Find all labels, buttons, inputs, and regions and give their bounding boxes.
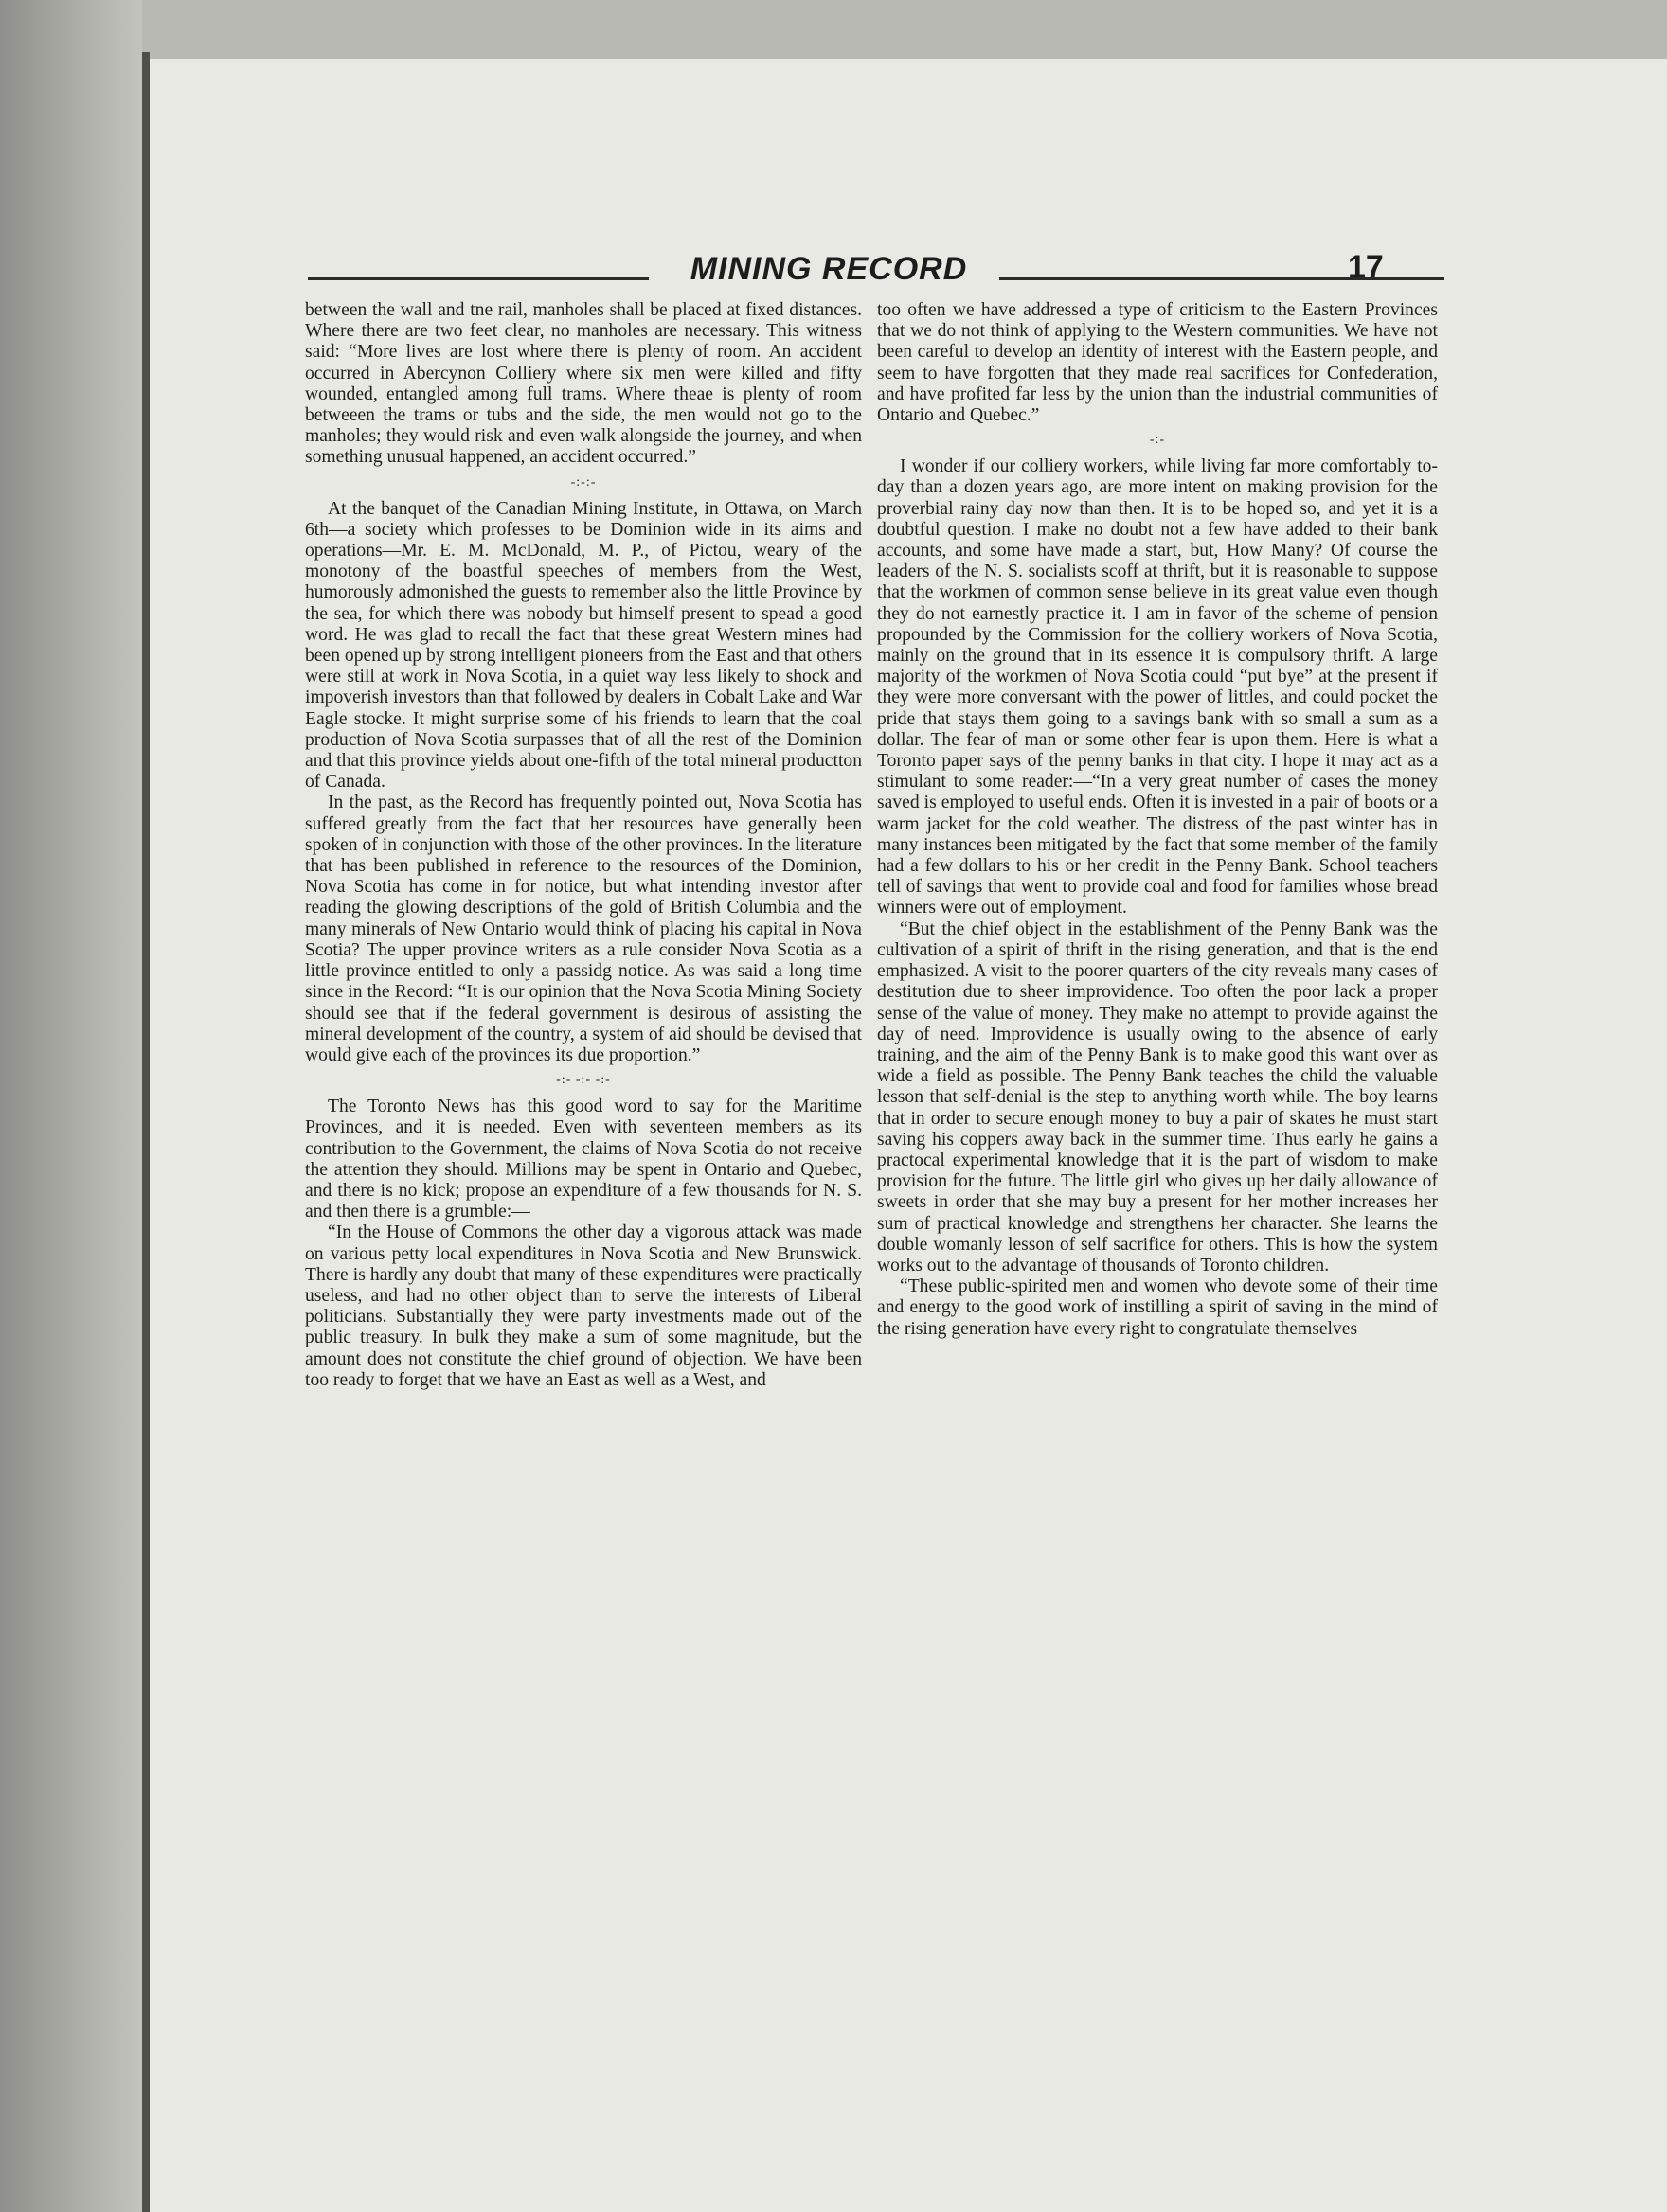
- paragraph-colliery-workers: I wonder if our colliery workers, while living far more comfortably to-day than a dozen years ago, are more intent on making provision for the proverbial rainy day now than then. It is to be hoped so, and yet it is a doubtful question. I make no doubt not a few have added to their bank accounts, and some have made a start, but, How Many? Of course the leaders of the N. S. socialists scoff at thrift, but it is reasonable to suppose that the workmen of common sense believe in its great value even though they do not earnestly practice it. I am in favor of the scheme of pension propounded by the Commission for the colliery workers of Nova Scotia, mainly on the ground that in its essence it is compulsory thrift. A large majority of the workmen of Nova Scotia could “put bye” at the present if they were more conversant with the power of littles, and could pocket the pride that stays them going to a savings bank with so small a sum as a dollar. The fear of man or some other fear is upon them. Here is what a Toronto paper says of the penny banks in that city. I hope it may act as a stimulant to some reader:—“In a very great number of cases the money saved is employed to useful ends. Often it is invested in a pair of boots or a warm jacket for the cold weather. The distress of the past winter has in many instances been mitigated by the fact that some member of the family had a few dollars to his or her credit in the Penny Bank. School teachers tell of savings that went to provide coal and food for families whose bread winners were out of employment.: [877, 456, 1438, 919]
- header-rule-left: [308, 277, 649, 280]
- right-column: [877, 300, 1438, 1340]
- section-separator: -:- -:- -:-: [556, 1073, 611, 1088]
- section-separator: -:-:-: [570, 474, 597, 490]
- section-separator: -:-: [1149, 433, 1166, 448]
- journal-title: MINING RECORD: [690, 251, 968, 287]
- paragraph-manholes: between the wall and tne rail, manholes shall be placed at fixed distances. Where there are two feet clear, no manholes are necessary. This witness said: “More lives are lost where there is plenty of room. An accident occurred in Abercynon Colliery where six men were killed and fifty wounded, entangled among full trams. Where theae is plenty of room betweeen the trams or tubs and the side, the men would not go to the manholes; they would risk and even walk alongside the journey, and when something unusual happened, an accident occurred.”: [305, 300, 862, 468]
- paragraph-eastern-provinces: too often we have addressed a type of criticism to the Eastern Provinces that we do not think of applying to the Western communities. We have not been careful to develop an identity of interest with the Eastern people, and seem to have forgotten that they made real sacrifices for Confederation, and have profited far less by the union than the industrial communities of Ontario and Quebec.”: [877, 300, 1438, 426]
- paragraph-public-spirited: “These public-spirited men and women who devote some of their time and energy to the good work of instilling a spirit of saving in the mind of the rising generation have every right to congratulate themselves: [877, 1276, 1438, 1339]
- paragraph-toronto-news: The Toronto News has this good word to say for the Maritime Provinces, and it is needed. Even with seventeen members as its contribution to the Government, the claims of Nova Scotia do not receive the attention they should. Millions may be spent in Ontario and Quebec, and there is no kick; propose an expenditure of a few thousands for N. S. and then there is a grumble:—: [305, 1097, 862, 1222]
- page-binding-edge: [142, 52, 150, 2212]
- paragraph-house-of-commons: “In the House of Commons the other day a vigorous attack was made on various petty local expenditures in Nova Scotia and New Brunswick. There is hardly any doubt that many of these expenditures were practically useless, and had no other object than to serve the interests of Liberal politicians. Substantially they were party investments made out of the public treasury. In bulk they make a sum of some magnitude, but the amount does not constitute the chief ground of objection. We have been too ready to forget that we have an East as well as a West, and: [305, 1222, 862, 1390]
- paragraph-record: In the past, as the Record has frequently pointed out, Nova Scotia has suffered greatly from the fact that her resources have generally been spoken of in conjunction with those of the other provinces. In the literature that has been published in reference to the resources of the Dominion, Nova Scotia has come in for notice, but what intending investor after reading the glowing descriptions of the gold of British Columbia and the many minerals of New Ontario would think of placing his capital in Nova Scotia? The upper province writers as a rule consider Nova Scotia as a little province entitled to only a passidg notice. As was said a long time since in the Record: “It is our opinion that the Nova Scotia Mining Society should see that if the federal government is desirous of assisting the mineral development of the country, a system of aid should be devised that would give each of the provinces its due proportion.”: [305, 793, 862, 1065]
- left-column: [305, 300, 862, 1391]
- running-header: [308, 251, 1444, 289]
- paragraph-penny-bank: “But the chief object in the establishment of the Penny Bank was the cultivation of a spirit of thrift in the rising generation, and that is the end emphasized. A visit to the poorer quarters of the city reveals many cases of destitution due to sheer improvidence. Too often the poor lack a proper sense of the value of money. They make no attempt to provide against the day of need. Improvidence is usually owing to the absence of early training, and the aim of the Penny Bank is to make good this want over as wide a field as possible. The Penny Bank teaches the child the valuable lesson that self-denial is the step to anything worth while. The boy learns that in order to secure enough money to buy a pair of skates he must start saving his coppers away back in the summer time. Thus early he gains a practocal experimental knowledge that it is the part of wisdom to make provision for the future. The little girl who gives up her daily allowance of sweets in order that she may buy a present for her mother increases her sum of practical knowledge and strengthens her character. She learns the double womanly lesson of self sacrifice for others. This is how the system works out to the advantage of thousands of Toronto children.: [877, 919, 1438, 1275]
- page-number: 17: [1348, 249, 1384, 285]
- scanner-margin: [0, 0, 142, 2212]
- paragraph-banquet: At the banquet of the Canadian Mining Institute, in Ottawa, on March 6th—a society which professes to be Dominion wide in its aims and operations—Mr. E. M. McDonald, M. P., of Pictou, weary of the monotony of the boastful speeches of members from the West, humorously admonished the guests to remember also the little Province by the sea, for which there was nobody but himself present to spead a good word. He was glad to recall the fact that these great Western mines had been opened up by strong intelligent pioneers from the East and that others were still at work in Nova Scotia, in a quiet way less likely to shock and impoverish investors than that followed by dealers in Cobalt Lake and War Eagle stocke. It might surprise some of his friends to learn that the coal production of Nova Scotia surpasses that of all the rest of the Dominion and that this province yields about one-fifth of the total mineral productton of Canada.: [305, 498, 862, 793]
